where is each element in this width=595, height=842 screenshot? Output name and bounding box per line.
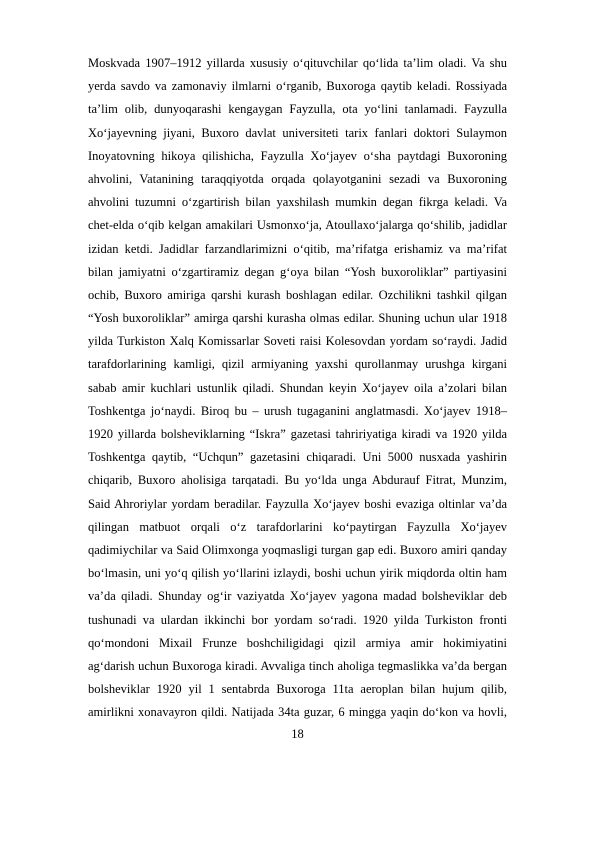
text-line: Toshkentga qaytib, “Uchqun” gazetasini chiqaradi. Uni 5000 nusxada yashirin [88,450,507,465]
text-line: amirlikni xonavayron qildi. Natijada 34ta guzar, 6 mingga yaqin do‘kon va hovli, [88,705,507,720]
text-line: qilingan matbuot orqali o‘z tarafdorlarini ko‘paytirgan Fayzulla Xo‘jayev [88,519,507,534]
text-line: Inoyatovning hikoya qilishicha, Fayzulla Xo‘jayev o‘sha paytdagi Buxoroning [88,148,507,163]
text-line: sabab amir kuchlari ustunlik qiladi. Shundan keyin Xo‘jayev oila a’zolari bilan [88,380,507,395]
text-line: yerda savdo va zamonaviy ilmlarni o‘rganib, Buxoroga qaytib keladi. Rossiyada [88,79,507,94]
text-line: qo‘mondoni Mixail Frunze boshchiligidagi qizil armiya amir hokimiyatini [88,635,507,650]
text-line: qadimiychilar va Said Olimxonga yoqmasligi turgan gap edi. Buxoro amiri qanday [88,542,507,557]
text-line: ahvolini, Vatanining taraqqiyotda orqada qolayotganini sezadi va Buxoroning [88,171,507,186]
body-text [88,52,507,724]
text-line: bolsheviklar 1920 yil 1 sentabrda Buxoroga 11ta aeroplan bilan hujum qilib, [88,682,507,697]
text-line: yilda Turkiston Xalq Komissarlar Soveti raisi Kolesovdan yordam so‘raydi. Jadid [88,334,507,349]
text-line: bo‘lmasin, uni yo‘q qilish yo‘llarini izlaydi, boshi uchun yirik miqdorda oltin ham [88,566,507,581]
text-line: ag‘darish uchun Buxoroga kiradi. Avvaliga tinch aholiga tegmaslikka va’da bergan [88,658,507,673]
text-line: ahvolini tuzumni o‘zgartirish bilan yaxshilash mumkin degan fikrga keladi. Va [88,195,507,210]
text-line: Moskvada 1907–1912 yillarda xususiy o‘qituvchilar qo‘lida ta’lim oladi. Va shu [88,56,507,70]
text-line: ochib, Buxoro amiriga qarshi kurash boshlagan edilar. Ozchilikni tashkil qilgan [88,287,507,302]
text-line: 1920 yillarda bolsheviklarning “Iskra” gazetasi tahririyatiga kiradi va 1920 yilda [88,427,507,441]
text-line: chiqarib, Buxoro aholisiga tarqatadi. Bu yo‘lda unga Abdurauf Fitrat, Munzim, [88,473,507,488]
text-line: va’da qiladi. Shunday og‘ir vaziyatda Xo‘jayev yagona madad bolsheviklar deb [88,589,507,604]
text-line: izidan ketdi. Jadidlar farzandlarimizni o‘qitib, ma’rifatga erishamiz va ma’rifat [88,241,507,256]
text-line: bilan jamiyatni o‘zgartiramiz degan g‘oya bilan “Yosh buxoroliklar” partiyasini [88,264,507,279]
text-line: Xo‘jayevning jiyani, Buxoro davlat universiteti tarix fanlari doktori Sulaymon [88,125,507,140]
text-line: Said Ahroriylar yordam beradilar. Fayzulla Xo‘jayev boshi evaziga oltinlar va’da [88,496,507,511]
text-line: tarafdorlarining kamligi, qizil armiyaning yaxshi qurollanmay urushga kirgani [88,357,507,372]
page-number: 18 [291,727,304,741]
text-line: Toshkentga jo‘naydi. Biroq bu – urush tugaganini anglatmasdi. Xo‘jayev 1918– [88,403,507,418]
text-line: ta’lim olib, dunyoqarashi kengaygan Fayzulla, ota yo‘lini tanlamadi. Fayzulla [88,102,507,117]
text-line: chet-elda o‘qib kelgan amakilari Usmonxo‘ja, Atoullaxo‘jalarga qo‘shilib, jadidlar [88,218,507,233]
text-line: “Yosh buxoroliklar” amirga qarshi kurasha olmas edilar. Shuning uchun ular 1918 [88,311,507,326]
text-line: tushunadi va ulardan ikkinchi bor yordam so‘radi. 1920 yilda Turkiston fronti [88,612,507,627]
